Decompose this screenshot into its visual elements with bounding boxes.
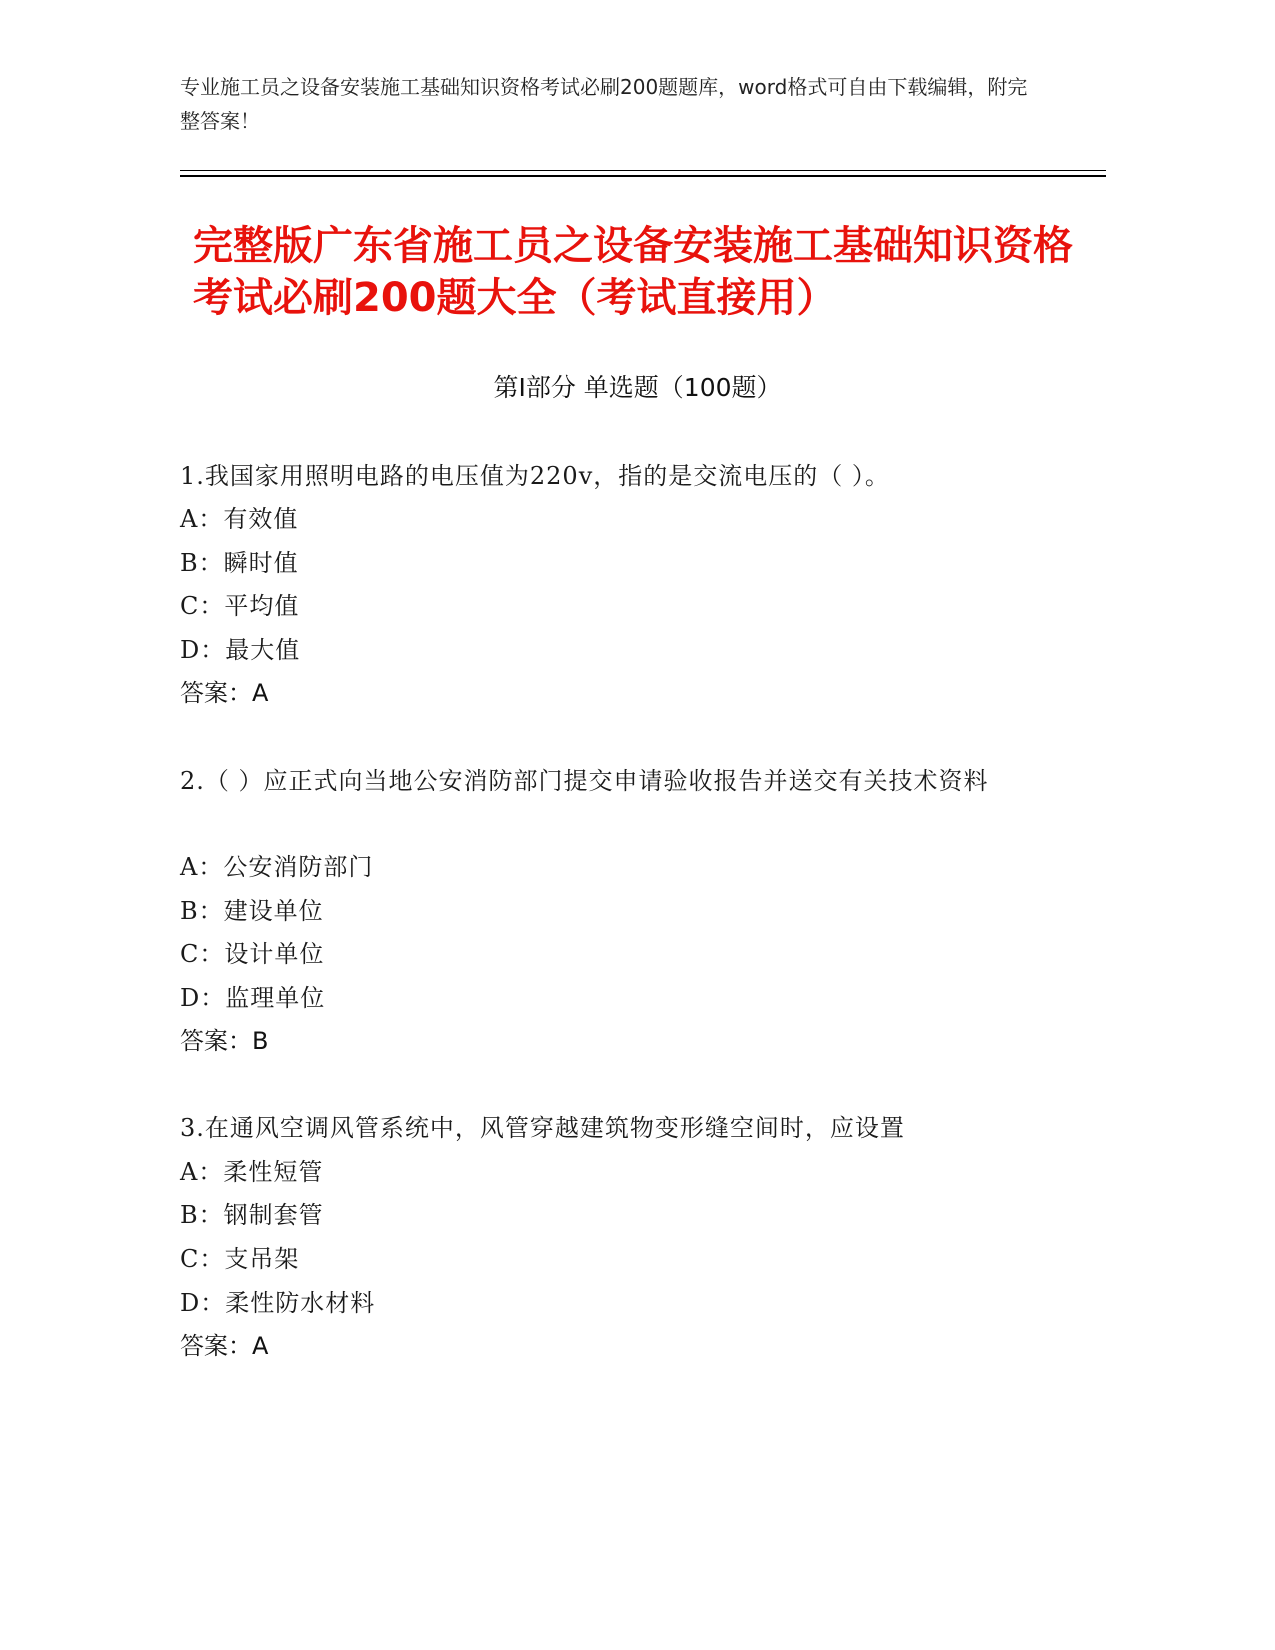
question-3-option-b: B：钢制套管	[180, 1201, 324, 1229]
question-2-stem: 2.（ ）应正式向当地公安消防部门提交申请验收报告并送交有关技术资料	[180, 767, 989, 795]
question-2-option-a: A：公安消防部门	[180, 853, 374, 881]
header-divider-thick	[180, 175, 1106, 177]
question-3-option-c: C：支吊架	[180, 1245, 300, 1273]
question-2-option-c: C：设计单位	[180, 940, 325, 968]
question-1-stem: 1.我国家用照明电路的电压值为220v，指的是交流电压的（ ）。	[180, 462, 890, 490]
question-1-option-a: A：有效值	[180, 505, 299, 533]
question-1-option-d: D：最大值	[180, 636, 301, 664]
question-2-option-d: D：监理单位	[180, 984, 326, 1012]
question-3-option-d: D：柔性防水材料	[180, 1289, 376, 1317]
document-title: 完整版广东省施工员之设备安装施工基础知识资格考试必刷200题大全（考试直接用）	[193, 223, 1073, 321]
question-1-option-c: C：平均值	[180, 592, 300, 620]
header-divider-thin	[180, 170, 1106, 171]
question-3-answer: 答案：A	[180, 1332, 269, 1360]
question-1-option-b: B：瞬时值	[180, 549, 299, 577]
question-1-answer: 答案：A	[180, 679, 269, 707]
section-heading: 第Ⅰ部分 单选题（100题）	[493, 373, 782, 402]
header-note: 专业施工员之设备安装施工基础知识资格考试必刷200题题库，word格式可自由下载编辑，附完整答案！	[180, 75, 1028, 133]
question-2-answer: 答案：B	[180, 1027, 269, 1055]
question-3-stem: 3.在通风空调风管系统中，风管穿越建筑物变形缝空间时，应设置	[180, 1114, 905, 1142]
question-2-option-b: B：建设单位	[180, 897, 324, 925]
question-3-option-a: A：柔性短管	[180, 1158, 324, 1186]
